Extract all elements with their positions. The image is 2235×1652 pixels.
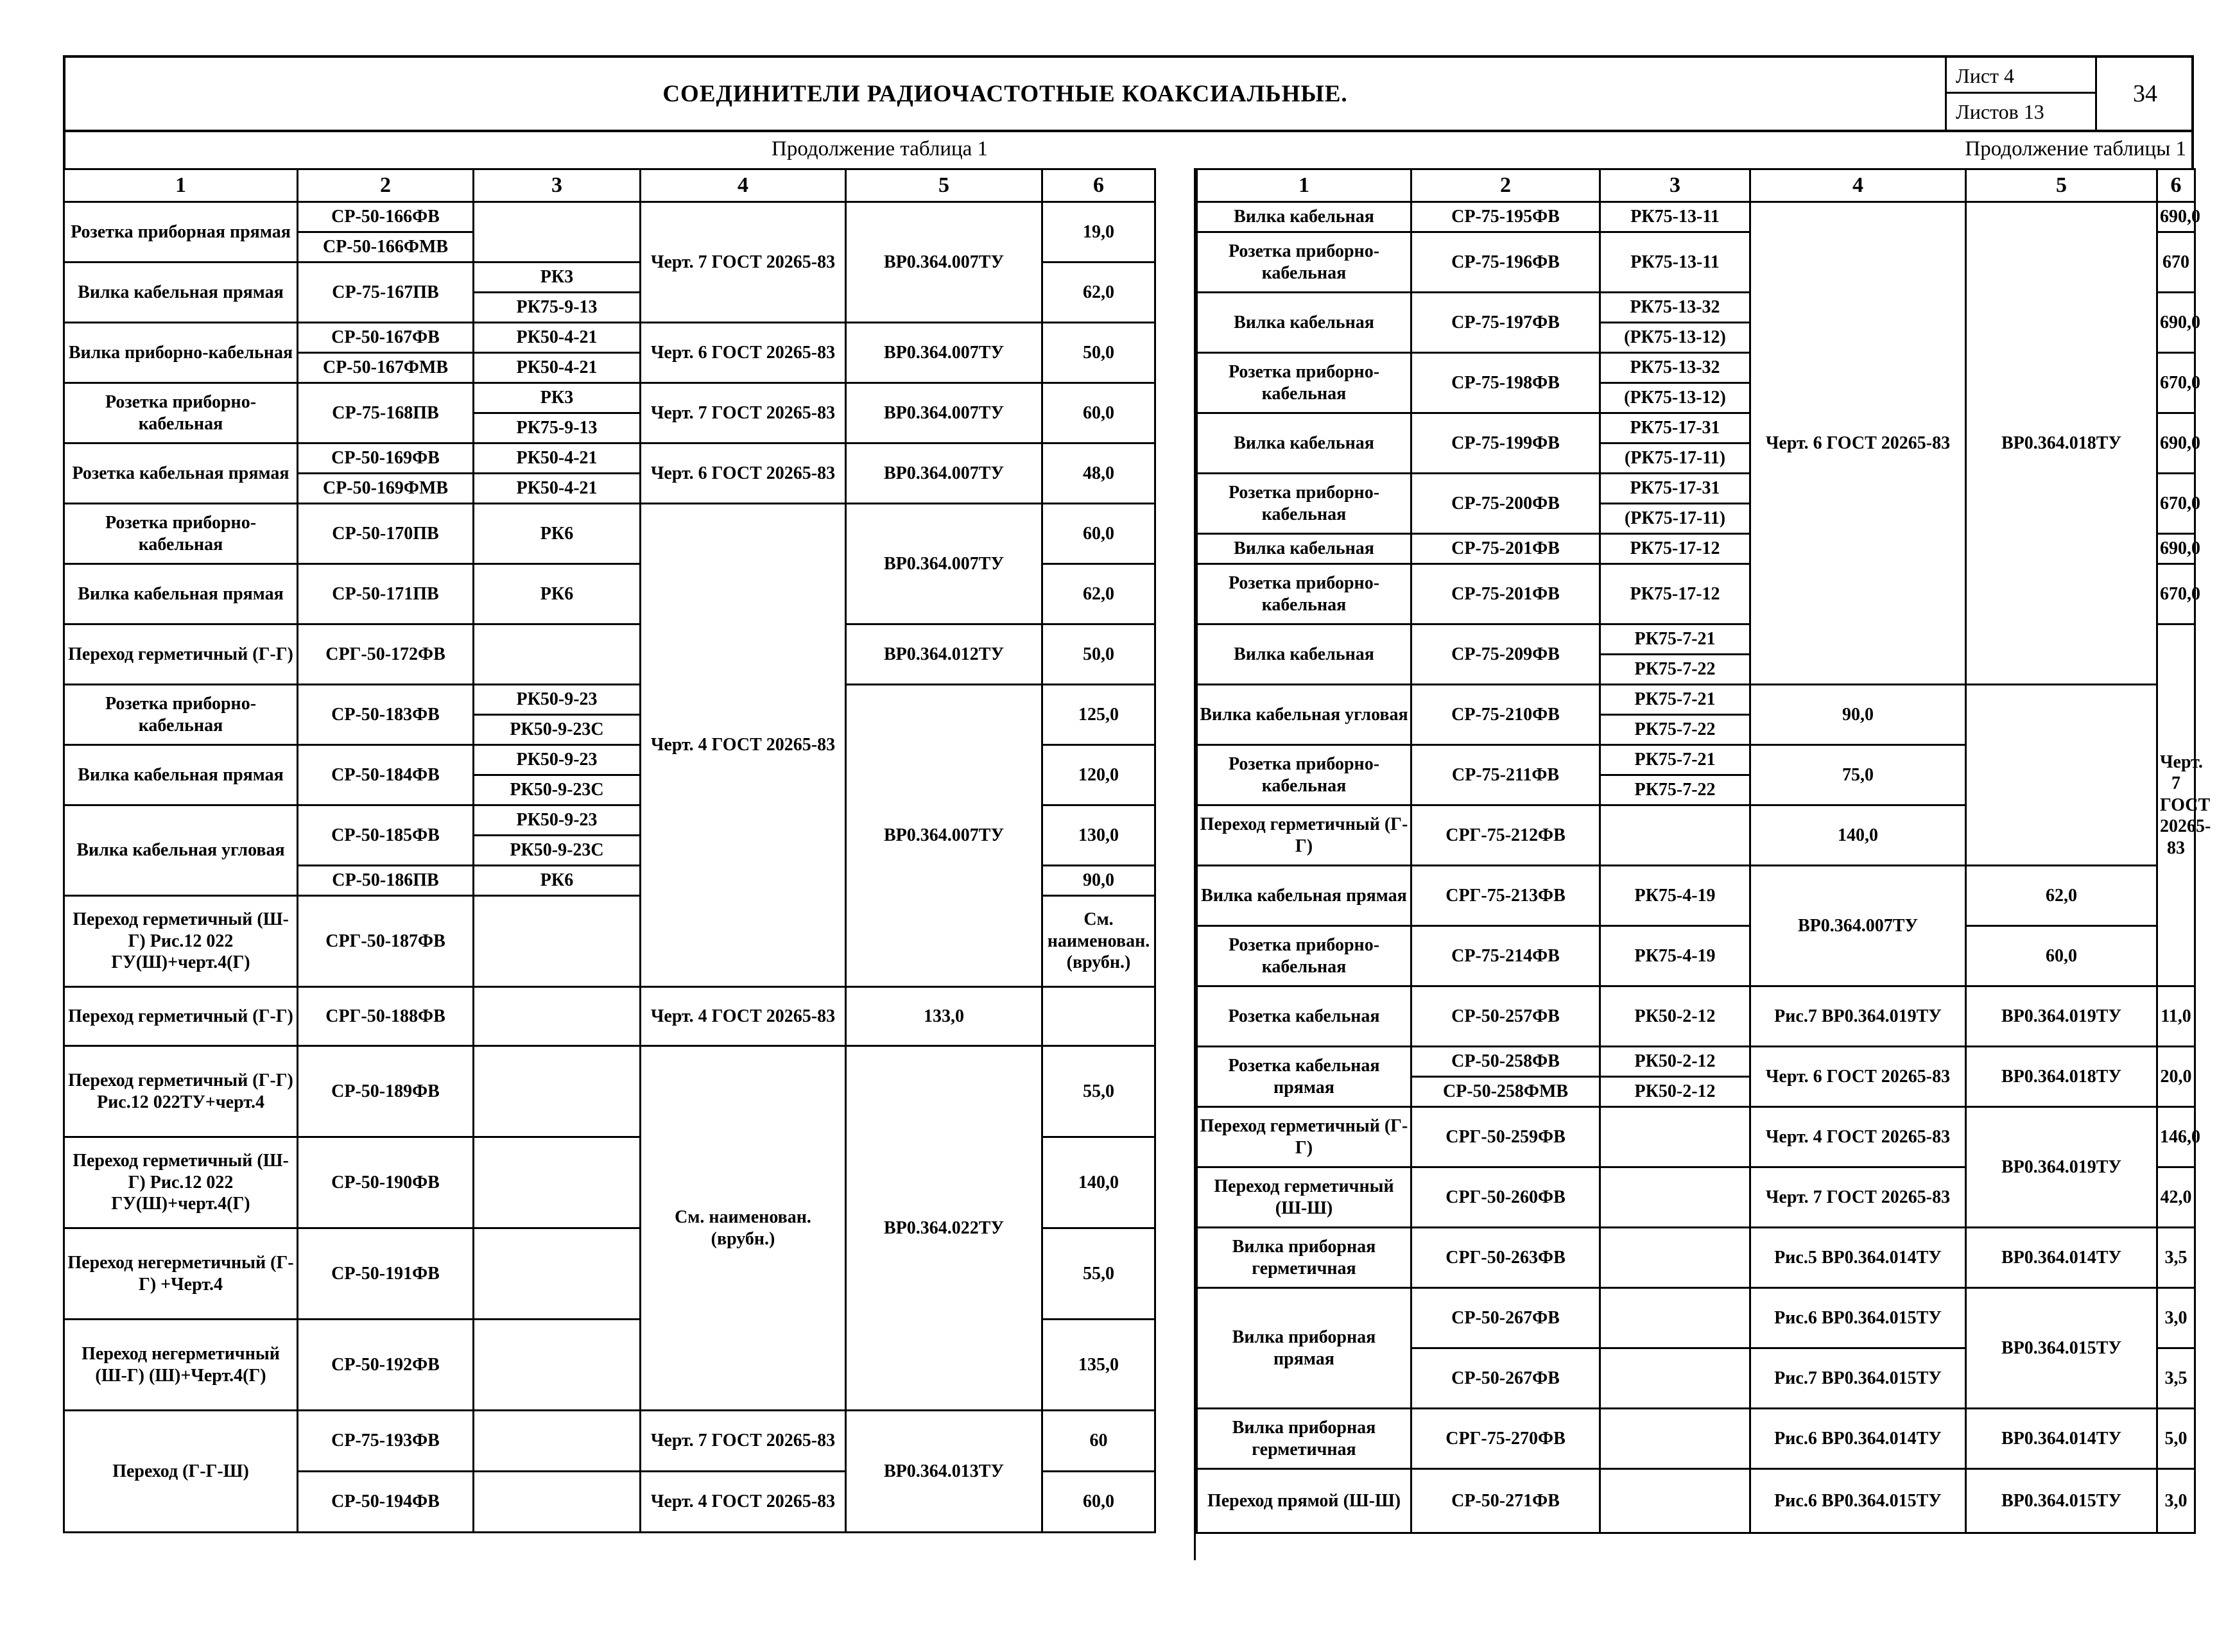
item-value: 62,0 — [1042, 564, 1155, 624]
item-value: 690,0 — [2157, 293, 2195, 353]
cable-type: РК75-13-11 — [1600, 232, 1750, 293]
item-name: Розетка приборно-кабельная — [1197, 926, 1411, 986]
cable-type: РК75-7-21 — [1600, 745, 1750, 775]
cable-type: (РК75-13-12) — [1600, 323, 1750, 353]
cable-type: РК6 — [474, 504, 641, 564]
item-designation: СР-75-198ФВ — [1411, 353, 1600, 413]
continuation-label-left: Продолжение таблица 1 — [772, 137, 988, 160]
specification: ВР0.364.007ТУ — [846, 383, 1042, 443]
cable-type — [1600, 1409, 1750, 1469]
item-name: Розетка приборно-кабельная — [1197, 564, 1411, 624]
drawing-reference: Черт. 4 ГОСТ 20265-83 — [641, 987, 846, 1046]
cable-type: РК75-13-32 — [1600, 353, 1750, 383]
drawing-reference: Черт. 7 ГОСТ 20265-83 — [641, 383, 846, 443]
item-name: Переход прямой (Ш-Ш) — [1197, 1469, 1411, 1533]
item-designation: СР-75-211ФВ — [1411, 745, 1600, 805]
cable-type: РК75-7-22 — [1600, 775, 1750, 805]
item-name: Розетка кабельная прямая — [64, 443, 298, 504]
item-value: 62,0 — [1042, 262, 1155, 323]
table-row — [1197, 202, 2195, 232]
item-name: Переход герметичный (Ш-Ш) — [1197, 1167, 1411, 1228]
specification: ВР0.364.014ТУ — [1966, 1228, 2157, 1288]
item-name: Вилка приборно-кабельная — [64, 323, 298, 383]
item-designation: СР-75-199ФВ — [1411, 413, 1600, 474]
table-header-row — [64, 169, 1155, 202]
drawing-reference: Рис.6 ВР0.364.015ТУ — [1750, 1288, 1966, 1348]
table-row — [64, 987, 1155, 1046]
item-value: 60,0 — [1966, 926, 2157, 986]
cable-type: РК75-17-12 — [1600, 564, 1750, 624]
item-designation: СРГ-75-213ФВ — [1411, 866, 1600, 926]
table-row — [1197, 745, 2195, 775]
specification: ВР0.364.007ТУ — [846, 504, 1042, 624]
cable-type: РК3 — [474, 383, 641, 413]
cable-type: РК6 — [474, 564, 641, 624]
table-row — [64, 323, 1155, 353]
item-name: Вилка кабельная — [1197, 624, 1411, 685]
item-name: Вилка кабельная прямая — [1197, 866, 1411, 926]
item-designation: СР-50-166ФВ — [298, 202, 474, 232]
drawing-reference: Рис.6 ВР0.364.014ТУ — [1750, 1409, 1966, 1469]
item-name: Переход герметичный (Г-Г) Рис.12 022ТУ+черт.4 — [64, 1046, 298, 1137]
cable-type: РК75-7-21 — [1600, 685, 1750, 715]
cable-type: (РК75-17-11) — [1600, 443, 1750, 474]
specification: ВР0.364.015ТУ — [1966, 1469, 2157, 1533]
cable-type: РК75-13-32 — [1600, 293, 1750, 323]
column-header: 3 — [474, 169, 641, 202]
table-row — [1197, 1409, 2195, 1469]
connectors-table-right — [1196, 168, 2211, 1534]
item-name: Вилка кабельная прямая — [64, 262, 298, 323]
cable-type — [474, 1411, 641, 1472]
item-name: Розетка приборно-кабельная — [64, 685, 298, 745]
item-designation: СР-50-169ФМВ — [298, 474, 474, 504]
specification: ВР0.364.014ТУ — [1966, 1409, 2157, 1469]
item-value: 690,0 — [2157, 413, 2195, 474]
item-name: Переход герметичный (Г-Г) — [64, 987, 298, 1046]
item-name: Розетка приборно-кабельная — [1197, 232, 1411, 293]
table-row — [1197, 805, 2195, 836]
item-designation: СРГ-50-172ФВ — [298, 624, 474, 685]
item-designation: СР-75-193ФВ — [298, 1411, 474, 1472]
drawing-reference: Черт. 6 ГОСТ 20265-83 — [1750, 202, 1966, 685]
cable-type: РК75-9-13 — [474, 293, 641, 323]
item-designation: СРГ-50-188ФВ — [298, 987, 474, 1046]
cable-type: РК6 — [474, 866, 641, 896]
item-designation: СРГ-50-259ФВ — [1411, 1107, 1600, 1167]
cable-type: РК50-9-23 — [474, 805, 641, 836]
cable-type: РК75-13-11 — [1600, 202, 1750, 232]
cable-type: РК75-7-21 — [1600, 624, 1750, 655]
cable-type — [1600, 1228, 1750, 1288]
item-name: Переход герметичный (Г-Г) — [64, 624, 298, 685]
specification: ВР0.364.007ТУ — [846, 202, 1042, 323]
specification: ВР0.364.019ТУ — [1966, 986, 2157, 1047]
item-value: 3,0 — [2157, 1469, 2195, 1533]
column-header: 3 — [1600, 169, 1750, 202]
cable-type — [1600, 1107, 1750, 1167]
cable-type: РК75-4-19 — [1600, 926, 1750, 986]
cable-type — [474, 987, 641, 1046]
item-designation: СР-75-200ФВ — [1411, 474, 1600, 534]
column-header: 6 — [1042, 169, 1155, 202]
item-name: Переход герметичный (Ш-Г) Рис.12 022 ГУ(Ш)+черт.4(Г) — [64, 896, 298, 987]
item-value: 3,5 — [2157, 1228, 2195, 1288]
cable-type: РК50-9-23 — [474, 745, 641, 775]
item-designation: СР-50-167ФМВ — [298, 353, 474, 383]
drawing-reference: Черт. 4 ГОСТ 20265-83 — [641, 504, 846, 987]
table-row — [64, 202, 1155, 232]
table-row — [64, 443, 1155, 474]
item-value: 670,0 — [2157, 474, 2195, 534]
cable-type — [1600, 1469, 1750, 1533]
item-name: Вилка кабельная угловая — [1197, 685, 1411, 745]
item-designation: СР-75-197ФВ — [1411, 293, 1600, 353]
item-designation: СР-50-267ФВ — [1411, 1288, 1600, 1348]
item-designation: СР-75-201ФВ — [1411, 534, 1600, 564]
item-name: Переход герметичный (Г-Г) — [1197, 1107, 1411, 1167]
table-gutter — [1154, 168, 1196, 1560]
item-name: Переход негерметичный (Г-Г) +Черт.4 — [64, 1228, 298, 1320]
cable-type — [1600, 1167, 1750, 1228]
drawing-reference: Черт. 7 ГОСТ 20265-83 — [641, 202, 846, 323]
item-name: Переход (Г-Г-Ш) — [64, 1411, 298, 1533]
table-row — [1197, 1288, 2195, 1348]
item-value: 670,0 — [2157, 564, 2195, 624]
table-row — [64, 504, 1155, 534]
item-designation: СР-50-258ФМВ — [1411, 1077, 1600, 1107]
specification: ВР0.364.015ТУ — [1966, 1288, 2157, 1409]
column-header: 4 — [1750, 169, 1966, 202]
item-value: 50,0 — [1042, 624, 1155, 685]
item-value: 75,0 — [1750, 745, 1966, 805]
cable-type — [474, 1472, 641, 1533]
cable-type: (РК75-13-12) — [1600, 383, 1750, 413]
item-name: Вилка кабельная — [1197, 202, 1411, 232]
item-designation: СРГ-50-260ФВ — [1411, 1167, 1600, 1228]
cable-type — [474, 896, 641, 987]
item-name: Розетка приборно-кабельная — [1197, 745, 1411, 805]
drawing-reference: См. наименован. (врубн.) — [641, 1046, 846, 1411]
cable-type: РК50-9-23С — [474, 715, 641, 745]
item-designation: СР-75-214ФВ — [1411, 926, 1600, 986]
column-header: 4 — [641, 169, 846, 202]
table-row — [64, 1046, 1155, 1137]
item-value: 135,0 — [1042, 1320, 1155, 1411]
item-designation: СР-50-192ФВ — [298, 1320, 474, 1411]
column-header: 2 — [298, 169, 474, 202]
item-designation: СР-50-258ФВ — [1411, 1047, 1600, 1077]
drawing-reference: Черт. 4 ГОСТ 20265-83 — [1750, 1107, 1966, 1167]
item-value: 60,0 — [1042, 383, 1155, 443]
drawing-reference: Черт. 4 ГОСТ 20265-83 — [641, 1472, 846, 1533]
table-row — [1197, 1469, 2195, 1533]
cable-type — [474, 202, 641, 262]
item-designation: СР-50-169ФВ — [298, 443, 474, 474]
item-designation: СР-75-209ФВ — [1411, 624, 1600, 685]
item-designation: СР-50-166ФМВ — [298, 232, 474, 262]
item-value: 140,0 — [1750, 805, 1966, 866]
drawing-reference: Черт. 6 ГОСТ 20265-83 — [641, 443, 846, 504]
item-name: Вилка кабельная — [1197, 534, 1411, 564]
cable-type: РК3 — [474, 262, 641, 293]
item-designation: СР-75-168ПВ — [298, 383, 474, 443]
cable-type — [1600, 1288, 1750, 1348]
cable-type: РК75-7-22 — [1600, 655, 1750, 685]
cable-type: РК75-4-19 — [1600, 866, 1750, 926]
connectors-table-left — [63, 168, 1156, 1533]
specification: ВР0.364.018ТУ — [1966, 1047, 2157, 1107]
item-designation: СР-50-267ФВ — [1411, 1348, 1600, 1409]
item-name: Переход негерметичный (Ш-Г) (Ш)+Черт.4(Г) — [64, 1320, 298, 1411]
column-header: 5 — [846, 169, 1042, 202]
specification: ВР0.364.007ТУ — [846, 685, 1042, 987]
continuation-label-right: Продолжение таблицы 1 — [1965, 137, 2186, 160]
specification: ВР0.364.007ТУ — [846, 323, 1042, 383]
cable-type: РК50-2-12 — [1600, 986, 1750, 1047]
item-designation: СР-50-183ФВ — [298, 685, 474, 745]
drawing-reference: Черт. 7 ГОСТ 20265-83 — [641, 1411, 846, 1472]
item-value: 20,0 — [2157, 1047, 2195, 1107]
item-name: Розетка приборно-кабельная — [64, 383, 298, 443]
item-designation: СР-75-167ПВ — [298, 262, 474, 323]
drawing-reference: См. наименован. (врубн.) — [1042, 896, 1155, 987]
table-row — [64, 383, 1155, 413]
column-header: 6 — [2157, 169, 2195, 202]
cable-type — [474, 1137, 641, 1228]
item-designation: СРГ-50-263ФВ — [1411, 1228, 1600, 1288]
cable-type: РК75-17-12 — [1600, 534, 1750, 564]
cable-type — [474, 624, 641, 685]
table-row — [1197, 986, 2195, 1047]
cable-type: РК75-9-13 — [474, 413, 641, 443]
item-value: 120,0 — [1042, 745, 1155, 805]
item-designation: СР-50-191ФВ — [298, 1228, 474, 1320]
cable-type: (РК75-17-11) — [1600, 504, 1750, 534]
cable-type — [1600, 805, 1750, 866]
table-row — [1197, 866, 2195, 926]
item-value: 140,0 — [1042, 1137, 1155, 1228]
item-name: Вилка приборная герметичная — [1197, 1228, 1411, 1288]
item-value: 60,0 — [1042, 504, 1155, 564]
item-value: 690,0 — [2157, 202, 2195, 232]
item-value: 125,0 — [1042, 685, 1155, 745]
table-header-row — [1197, 169, 2195, 202]
item-value: 90,0 — [1750, 685, 1966, 745]
drawing-reference: Черт. 7 ГОСТ 20265-83 — [1750, 1167, 1966, 1228]
item-designation: СР-75-201ФВ — [1411, 564, 1600, 624]
item-name: Розетка приборная прямая — [64, 202, 298, 262]
specification: ВР0.364.022ТУ — [846, 1046, 1042, 1411]
cable-type: РК50-2-12 — [1600, 1077, 1750, 1107]
item-designation: СР-50-271ФВ — [1411, 1469, 1600, 1533]
item-designation: СРГ-75-212ФВ — [1411, 805, 1600, 866]
item-designation: СР-50-257ФВ — [1411, 986, 1600, 1047]
item-value: 42,0 — [2157, 1167, 2195, 1228]
cable-type: РК50-4-21 — [474, 443, 641, 474]
item-name: Вилка приборная герметичная — [1197, 1409, 1411, 1469]
title-block — [63, 55, 2194, 132]
drawing-reference: Черт. 6 ГОСТ 20265-83 — [1750, 1047, 1966, 1107]
cable-type — [1600, 1348, 1750, 1409]
item-value: 130,0 — [1042, 805, 1155, 866]
item-value: 670,0 — [2157, 353, 2195, 413]
item-value: 133,0 — [846, 987, 1042, 1046]
cable-type: РК50-4-21 — [474, 353, 641, 383]
item-name: Вилка кабельная прямая — [64, 564, 298, 624]
item-value: 60 — [1042, 1411, 1155, 1472]
cable-type: РК75-17-31 — [1600, 413, 1750, 443]
item-designation: СР-50-186ПВ — [298, 866, 474, 896]
specification: ВР0.364.018ТУ — [1966, 202, 2157, 685]
item-value: 3,0 — [2157, 1288, 2195, 1348]
item-value: 690,0 — [2157, 534, 2195, 564]
table-row — [1197, 685, 2195, 715]
specification: ВР0.364.007ТУ — [846, 443, 1042, 504]
sheets-total: Листов 13 — [1956, 100, 2044, 123]
item-value: 50,0 — [1042, 323, 1155, 383]
drawing-reference: Рис.6 ВР0.364.015ТУ — [1750, 1469, 1966, 1533]
item-name: Розетка кабельная прямая — [1197, 1047, 1411, 1107]
specification: ВР0.364.012ТУ — [846, 624, 1042, 685]
item-name: Вилка кабельная — [1197, 413, 1411, 474]
item-designation: СР-50-185ФВ — [298, 805, 474, 866]
item-name: Розетка кабельная — [1197, 986, 1411, 1047]
table-row — [1197, 1107, 2195, 1167]
table-row — [64, 624, 1155, 655]
item-value: 60,0 — [1042, 1472, 1155, 1533]
item-value: 19,0 — [1042, 202, 1155, 262]
cable-type: РК50-9-23С — [474, 836, 641, 866]
item-designation: СР-75-210ФВ — [1411, 685, 1600, 745]
document-title: СОЕДИНИТЕЛИ РАДИОЧАСТОТНЫЕ КОАКСИАЛЬНЫЕ. — [662, 80, 1348, 107]
item-designation: СР-75-195ФВ — [1411, 202, 1600, 232]
drawing-reference: Рис.7 ВР0.364.015ТУ — [1750, 1348, 1966, 1409]
drawing-reference: Рис.7 ВР0.364.019ТУ — [1750, 986, 1966, 1047]
item-designation: СРГ-50-187ФВ — [298, 896, 474, 987]
table-row — [1197, 1228, 2195, 1288]
sheet-number: Лист 4 — [1947, 58, 2097, 94]
item-value: 55,0 — [1042, 1228, 1155, 1320]
cable-type — [474, 1046, 641, 1137]
item-designation: СР-50-170ПВ — [298, 504, 474, 564]
item-designation: СР-50-184ФВ — [298, 745, 474, 805]
cable-type — [474, 1320, 641, 1411]
item-designation: СР-50-189ФВ — [298, 1046, 474, 1137]
drawing-reference: Рис.5 ВР0.364.014ТУ — [1750, 1228, 1966, 1288]
item-designation: СР-50-167ФВ — [298, 323, 474, 353]
table-row — [64, 685, 1155, 715]
item-value: 90,0 — [1042, 866, 1155, 896]
cable-type: РК50-9-23 — [474, 685, 641, 715]
item-value: 55,0 — [1042, 1046, 1155, 1137]
continuation-row — [63, 132, 2194, 169]
item-name: Переход герметичный (Г-Г) — [1197, 805, 1411, 866]
column-header: 5 — [1966, 169, 2157, 202]
item-name: Розетка приборно-кабельная — [64, 504, 298, 564]
specification: ВР0.364.019ТУ — [1966, 1107, 2157, 1228]
item-name: Вилка кабельная — [1197, 293, 1411, 353]
column-header: 1 — [1197, 169, 1411, 202]
cable-type: РК50-4-21 — [474, 323, 641, 353]
drawing-reference: Черт. 7 ГОСТ 20265-83 — [2157, 624, 2195, 986]
item-name: Вилка кабельная прямая — [64, 745, 298, 805]
specification: ВР0.364.007ТУ — [1750, 866, 1966, 986]
page-number: 34 — [2095, 58, 2193, 130]
table-row — [1197, 926, 2195, 986]
item-designation: СР-50-194ФВ — [298, 1472, 474, 1533]
item-value: 670 — [2157, 232, 2195, 293]
cable-type: РК50-2-12 — [1600, 1047, 1750, 1077]
item-value: 11,0 — [2157, 986, 2195, 1047]
item-value: 48,0 — [1042, 443, 1155, 504]
item-name: Розетка приборно-кабельная — [1197, 353, 1411, 413]
drawing-reference: Черт. 6 ГОСТ 20265-83 — [641, 323, 846, 383]
cable-type: РК75-7-22 — [1600, 715, 1750, 745]
column-header: 2 — [1411, 169, 1600, 202]
table-row — [1197, 1047, 2195, 1077]
specification: ВР0.364.013ТУ — [846, 1411, 1042, 1533]
cable-type: РК50-9-23С — [474, 775, 641, 805]
item-designation: СРГ-75-270ФВ — [1411, 1409, 1600, 1469]
cable-type: РК50-4-21 — [474, 474, 641, 504]
item-name: Вилка приборная прямая — [1197, 1288, 1411, 1409]
sheet-info-box — [1945, 58, 2097, 130]
column-header: 1 — [64, 169, 298, 202]
item-designation: СР-50-171ПВ — [298, 564, 474, 624]
cable-type: РК75-17-31 — [1600, 474, 1750, 504]
item-designation: СР-75-196ФВ — [1411, 232, 1600, 293]
item-value: 5,0 — [2157, 1409, 2195, 1469]
document-sheet — [63, 55, 2211, 1560]
item-value: 3,5 — [2157, 1348, 2195, 1409]
item-name: Переход герметичный (Ш-Г) Рис.12 022 ГУ(Ш)+черт.4(Г) — [64, 1137, 298, 1228]
cable-type — [474, 1228, 641, 1320]
item-value: 146,0 — [2157, 1107, 2195, 1167]
item-value: 62,0 — [1966, 866, 2157, 926]
table-row — [64, 1411, 1155, 1472]
item-name: Вилка кабельная угловая — [64, 805, 298, 896]
item-designation: СР-50-190ФВ — [298, 1137, 474, 1228]
item-name: Розетка приборно-кабельная — [1197, 474, 1411, 534]
